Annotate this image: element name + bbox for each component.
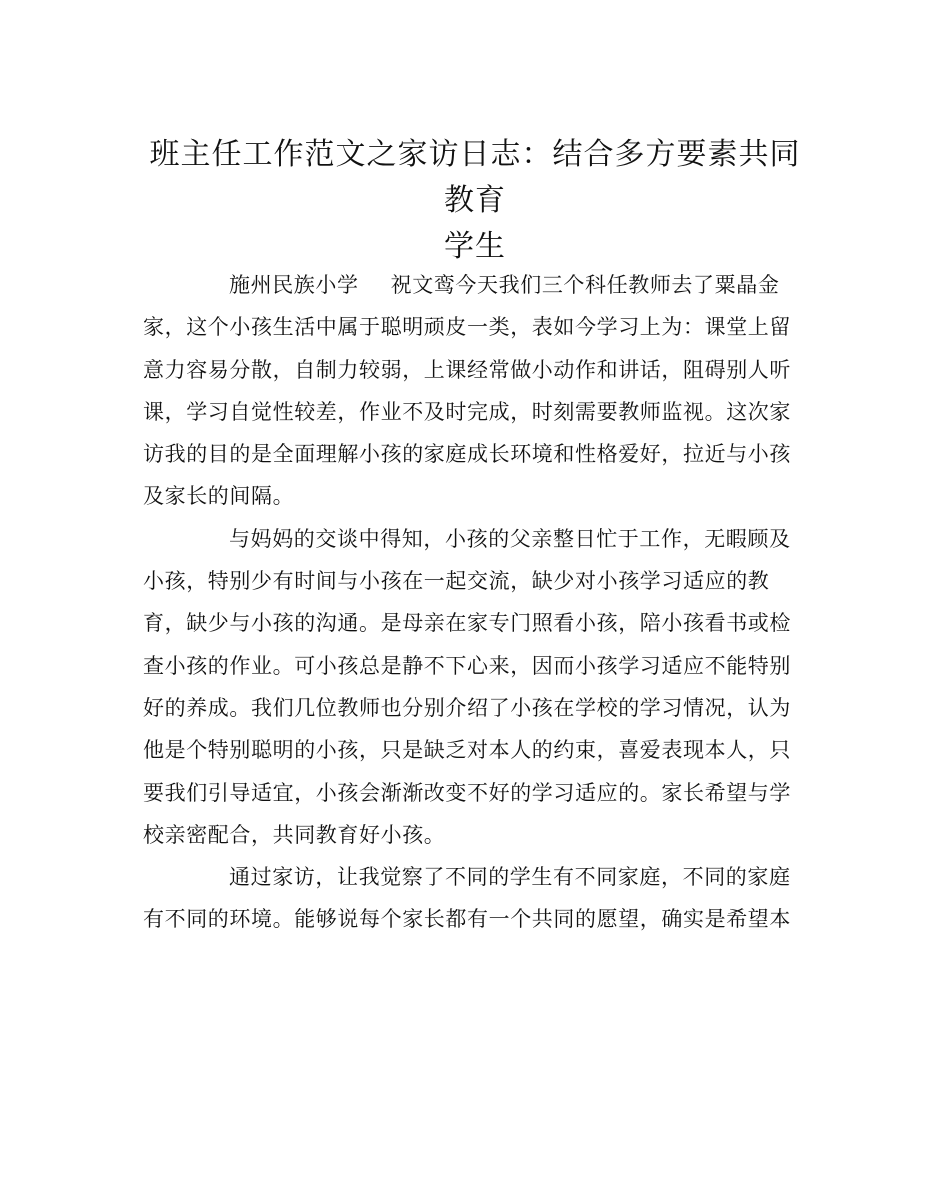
paragraph-1-line-2: 家，这个小孩生活中属于聪明顽皮一类，表如今学习上为：课堂上留 bbox=[143, 315, 791, 340]
paragraph-2-line-4: 查小孩的作业。可小孩总是静不下心来，因而小孩学习适应不能特别 bbox=[143, 653, 791, 678]
author-school: 施州民族小学 bbox=[229, 273, 359, 297]
document-body bbox=[143, 264, 798, 941]
paragraph-1-line-4: 课，学习自觉性较差，作业不及时完成，时刻需要教师监视。这次家 bbox=[143, 399, 791, 424]
paragraph-1-line-3: 意力容易分散，自制力较弱，上课经常做小动作和讲话，阻碍别人听 bbox=[143, 357, 791, 382]
paragraph-1-line-5: 访我的目的是全面理解小孩的家庭成长环境和性格爱好，拉近与小孩 bbox=[143, 442, 791, 467]
title-line-2: 学生 bbox=[444, 229, 506, 264]
paragraph-3-line-1: 通过家访，让我觉察了不同的学生有不同家庭，不同的家庭 bbox=[229, 865, 791, 890]
paragraph-1-line-6: 及家长的间隔。 bbox=[143, 484, 295, 509]
paragraph-2-line-3: 育，缺少与小孩的沟通。是母亲在家专门照看小孩，陪小孩看书或检 bbox=[143, 611, 791, 636]
title-line-1: 班主任工作范文之家访日志：结合多方要素共同教育 bbox=[149, 137, 801, 218]
paragraph-text: 今天我们三个科任教师去了粟晶金 bbox=[455, 273, 780, 297]
author-name: 祝文鸾 bbox=[390, 273, 456, 297]
paragraph-1-line-1 bbox=[143, 264, 798, 306]
paragraph-2-line-8: 校亲密配合，共同教育好小孩。 bbox=[143, 822, 446, 847]
paragraph-2-line-2: 小孩，特别少有时间与小孩在一起交流，缺少对小孩学习适应的教 bbox=[143, 569, 770, 594]
paragraph-3-line-2: 有不同的环境。能够说每个家长都有一个共同的愿望，确实是希望本 bbox=[143, 907, 791, 932]
document-title bbox=[140, 132, 810, 270]
paragraph-2-line-6: 他是个特别聪明的小孩，只是缺乏对本人的约束，喜爱表现本人，只 bbox=[143, 738, 791, 763]
paragraph-2-line-1: 与妈妈的交谈中得知，小孩的父亲整日忙于工作，无暇顾及 bbox=[229, 526, 791, 551]
paragraph-2-line-5: 好的养成。我们几位教师也分别介绍了小孩在学校的学习情况，认为 bbox=[143, 695, 791, 720]
paragraph-2-line-7: 要我们引导适宜，小孩会渐渐改变不好的学习适应的。家长希望与学 bbox=[143, 780, 791, 805]
